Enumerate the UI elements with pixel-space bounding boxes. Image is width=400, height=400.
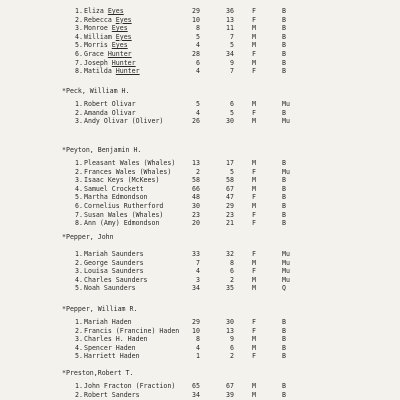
age-value: 26 xyxy=(192,117,200,126)
age-value: 3 xyxy=(196,275,200,284)
given-name: Isaac Keys (McKees) xyxy=(84,176,160,185)
color-code: B xyxy=(282,15,286,24)
given-name: Cornelius Rutherford xyxy=(84,202,164,210)
household-header xyxy=(0,305,400,314)
given-name: Grace xyxy=(84,50,108,58)
color-code: B xyxy=(282,58,286,67)
given-name: Morris xyxy=(84,41,112,50)
color-code: B xyxy=(282,352,286,361)
sex-value: M xyxy=(252,275,256,284)
row-number: 1. xyxy=(75,382,83,390)
sex-value: M xyxy=(252,100,256,108)
age-value: 34 xyxy=(226,50,234,58)
color-code: B xyxy=(282,184,286,193)
given-name: John Fracton (Fraction) xyxy=(84,382,176,390)
color-code: Mu xyxy=(282,100,290,108)
color-code: Mu xyxy=(282,167,290,176)
sex-value: M xyxy=(252,382,256,390)
sex-value: M xyxy=(252,32,256,41)
row-number: 4. xyxy=(75,275,83,284)
given-name: Joseph xyxy=(84,58,112,67)
row-number: 2. xyxy=(75,167,83,176)
sex-value: F xyxy=(252,352,256,361)
color-code: B xyxy=(282,67,286,76)
color-code: Mu xyxy=(282,117,290,126)
age-value: 39 xyxy=(226,390,234,399)
given-name: Rebecca xyxy=(84,15,116,24)
color-code: B xyxy=(282,382,286,390)
given-name: George Saunders xyxy=(84,258,144,267)
color-code: B xyxy=(282,32,286,41)
given-name: Amanda Olivar xyxy=(84,108,136,117)
table-row xyxy=(0,391,400,400)
age-value: 29 xyxy=(192,7,200,15)
person-name xyxy=(84,67,140,76)
sex-value: F xyxy=(252,219,256,228)
row-number: 4. xyxy=(75,343,83,352)
color-code: B xyxy=(282,50,286,58)
color-code: B xyxy=(282,390,286,399)
household-header xyxy=(0,369,400,378)
age-value: 7 xyxy=(196,258,200,267)
sex-value: F xyxy=(252,250,256,258)
household-head-name: *Peyton, Benjamin H. xyxy=(62,146,142,154)
given-name: Louisa Saunders xyxy=(84,267,144,276)
row-number: 5. xyxy=(75,193,83,202)
age-value: 13 xyxy=(226,15,234,24)
table-row xyxy=(0,117,400,126)
age-value: 33 xyxy=(192,250,200,258)
given-name: Charles H. Haden xyxy=(84,335,148,344)
color-code: Mu xyxy=(282,250,290,258)
table-row xyxy=(0,284,400,293)
sex-value: M xyxy=(252,258,256,267)
household-header xyxy=(0,146,400,155)
age-value: 17 xyxy=(226,159,234,167)
color-code: Q xyxy=(282,284,286,293)
row-number: 3. xyxy=(75,267,83,276)
surname: Eyes xyxy=(115,15,132,24)
age-value: 8 xyxy=(196,24,200,33)
surname: Hunter xyxy=(115,67,140,76)
age-value: 29 xyxy=(226,202,234,210)
sex-value: F xyxy=(252,210,256,219)
age-value: 23 xyxy=(226,210,234,219)
color-code: B xyxy=(282,193,286,202)
age-value: 6 xyxy=(230,343,234,352)
age-value: 5 xyxy=(196,100,200,108)
age-value: 5 xyxy=(230,167,234,176)
surname: Hunter xyxy=(111,58,136,67)
household-head-name: *Preston,Robert T. xyxy=(62,369,134,377)
row-number: 3. xyxy=(75,117,83,126)
sex-value: F xyxy=(252,318,256,326)
row-number: 2. xyxy=(75,15,83,24)
age-value: 4 xyxy=(196,343,200,352)
age-value: 30 xyxy=(192,202,200,210)
color-code: B xyxy=(282,202,286,210)
age-value: 13 xyxy=(226,326,234,335)
row-number: 6. xyxy=(75,50,83,58)
age-value: 20 xyxy=(192,219,200,228)
age-value: 8 xyxy=(230,258,234,267)
age-value: 5 xyxy=(230,41,234,50)
color-code: B xyxy=(282,326,286,335)
row-number: 1. xyxy=(75,159,83,167)
table-row xyxy=(0,67,400,76)
given-name: Andy Olivar (Oliver) xyxy=(84,117,164,126)
sex-value: F xyxy=(252,167,256,176)
row-number: 7. xyxy=(75,58,83,67)
age-value: 4 xyxy=(196,41,200,50)
table-row xyxy=(0,219,400,228)
age-value: 5 xyxy=(230,108,234,117)
surname: Eyes xyxy=(111,24,128,33)
age-value: 58 xyxy=(192,176,200,185)
row-number: 4. xyxy=(75,184,83,193)
age-value: 8 xyxy=(196,335,200,344)
row-number: 5. xyxy=(75,352,83,361)
surname: Eyes xyxy=(111,41,128,50)
given-name: Frances Wales (Whales) xyxy=(84,167,172,176)
given-name: Harriett Haden xyxy=(84,352,140,361)
given-name: Spencer Haden xyxy=(84,343,136,352)
household-header xyxy=(0,87,400,96)
row-number: 1. xyxy=(75,100,83,108)
age-value: 2 xyxy=(230,275,234,284)
color-code: B xyxy=(282,159,286,167)
sex-value: M xyxy=(252,41,256,50)
row-number: 1. xyxy=(75,7,83,15)
given-name: Mariah Saunders xyxy=(84,250,144,258)
sex-value: F xyxy=(252,7,256,15)
age-value: 4 xyxy=(196,67,200,76)
given-name: Robert Sanders xyxy=(84,390,140,399)
given-name: Martha Edmondson xyxy=(84,193,148,202)
age-value: 10 xyxy=(192,326,200,335)
sex-value: M xyxy=(252,284,256,293)
row-number: 3. xyxy=(75,24,83,33)
row-number: 2. xyxy=(75,258,83,267)
given-name: Pleasant Wales (Whales) xyxy=(84,159,176,167)
household-header xyxy=(0,233,400,242)
sex-value: F xyxy=(252,108,256,117)
surname: Eyes xyxy=(115,32,132,41)
row-number: 5. xyxy=(75,41,83,50)
sex-value: M xyxy=(252,159,256,167)
row-number: 8. xyxy=(75,67,83,76)
person-name xyxy=(84,117,163,126)
age-value: 58 xyxy=(226,176,234,185)
row-number: 2. xyxy=(75,326,83,335)
row-number: 4. xyxy=(75,32,83,41)
age-value: 66 xyxy=(192,184,200,193)
sex-value: F xyxy=(252,15,256,24)
color-code: Mu xyxy=(282,258,290,267)
age-value: 32 xyxy=(226,250,234,258)
given-name: Samuel Crockett xyxy=(84,184,144,193)
color-code: B xyxy=(282,318,286,326)
given-name: William xyxy=(84,32,116,41)
sex-value: M xyxy=(252,343,256,352)
color-code: B xyxy=(282,176,286,185)
given-name: Monroe xyxy=(84,24,112,33)
age-value: 9 xyxy=(230,335,234,344)
sex-value: M xyxy=(252,117,256,126)
age-value: 10 xyxy=(192,15,200,24)
age-value: 67 xyxy=(226,184,234,193)
given-name: Susan Wales (Whales) xyxy=(84,210,164,219)
sex-value: F xyxy=(252,267,256,276)
age-value: 36 xyxy=(226,7,234,15)
sex-value: M xyxy=(252,390,256,399)
age-value: 9 xyxy=(230,58,234,67)
given-name: Ann (Amy) Edmondson xyxy=(84,219,160,228)
age-value: 23 xyxy=(192,210,200,219)
color-code: B xyxy=(282,24,286,33)
sex-value: M xyxy=(252,184,256,193)
row-number: 1. xyxy=(75,250,83,258)
given-name: Francis (Francine) Haden xyxy=(84,326,180,335)
color-code: B xyxy=(282,108,286,117)
surname: Eyes xyxy=(107,7,124,15)
age-value: 30 xyxy=(226,318,234,326)
color-code: B xyxy=(282,343,286,352)
color-code: B xyxy=(282,41,286,50)
age-value: 28 xyxy=(192,50,200,58)
given-name: Mariah Haden xyxy=(84,318,132,326)
age-value: 7 xyxy=(230,67,234,76)
color-code: Mu xyxy=(282,275,290,284)
age-value: 67 xyxy=(226,382,234,390)
age-value: 34 xyxy=(192,284,200,293)
age-value: 35 xyxy=(226,284,234,293)
color-code: Mu xyxy=(282,267,290,276)
row-number: 3. xyxy=(75,335,83,344)
person-name xyxy=(84,219,159,228)
row-number: 1. xyxy=(75,318,83,326)
given-name: Robert Olivar xyxy=(84,100,136,108)
household-head-name: *Pepper, William R. xyxy=(62,305,138,313)
age-value: 2 xyxy=(230,352,234,361)
age-value: 21 xyxy=(226,219,234,228)
surname: Hunter xyxy=(107,50,132,58)
age-value: 6 xyxy=(196,58,200,67)
given-name: Noah Saunders xyxy=(84,284,136,293)
age-value: 6 xyxy=(230,100,234,108)
age-value: 29 xyxy=(192,318,200,326)
sex-value: F xyxy=(252,67,256,76)
age-value: 13 xyxy=(192,159,200,167)
person-name xyxy=(84,391,140,400)
age-value: 4 xyxy=(196,267,200,276)
color-code: B xyxy=(282,210,286,219)
age-value: 5 xyxy=(196,32,200,41)
age-value: 4 xyxy=(196,108,200,117)
person-name xyxy=(84,284,136,293)
person-name xyxy=(84,352,140,361)
age-value: 1 xyxy=(196,352,200,361)
given-name: Matilda xyxy=(84,67,116,76)
age-value: 7 xyxy=(230,32,234,41)
sex-value: F xyxy=(252,193,256,202)
given-name: Charles Saunders xyxy=(84,275,148,284)
age-value: 11 xyxy=(226,24,234,33)
color-code: B xyxy=(282,7,286,15)
sex-value: M xyxy=(252,176,256,185)
row-number: 5. xyxy=(75,284,83,293)
table-row xyxy=(0,352,400,361)
age-value: 30 xyxy=(226,117,234,126)
row-number: 2. xyxy=(75,390,83,399)
row-number: 6. xyxy=(75,202,83,210)
given-name: Eliza xyxy=(84,7,108,15)
sex-value: M xyxy=(252,58,256,67)
age-value: 2 xyxy=(196,167,200,176)
row-number: 7. xyxy=(75,210,83,219)
color-code: B xyxy=(282,335,286,344)
age-value: 6 xyxy=(230,267,234,276)
color-code: B xyxy=(282,219,286,228)
sex-value: M xyxy=(252,24,256,33)
sex-value: M xyxy=(252,335,256,344)
row-number: 3. xyxy=(75,176,83,185)
age-value: 47 xyxy=(226,193,234,202)
age-value: 65 xyxy=(192,382,200,390)
age-value: 48 xyxy=(192,193,200,202)
household-head-name: *Pepper, John xyxy=(62,233,114,241)
sex-value: M xyxy=(252,202,256,210)
sex-value: F xyxy=(252,50,256,58)
household-head-name: *Peck, William H. xyxy=(62,87,130,95)
sex-value: F xyxy=(252,326,256,335)
row-number: 2. xyxy=(75,108,83,117)
age-value: 34 xyxy=(192,390,200,399)
row-number: 8. xyxy=(75,219,83,228)
